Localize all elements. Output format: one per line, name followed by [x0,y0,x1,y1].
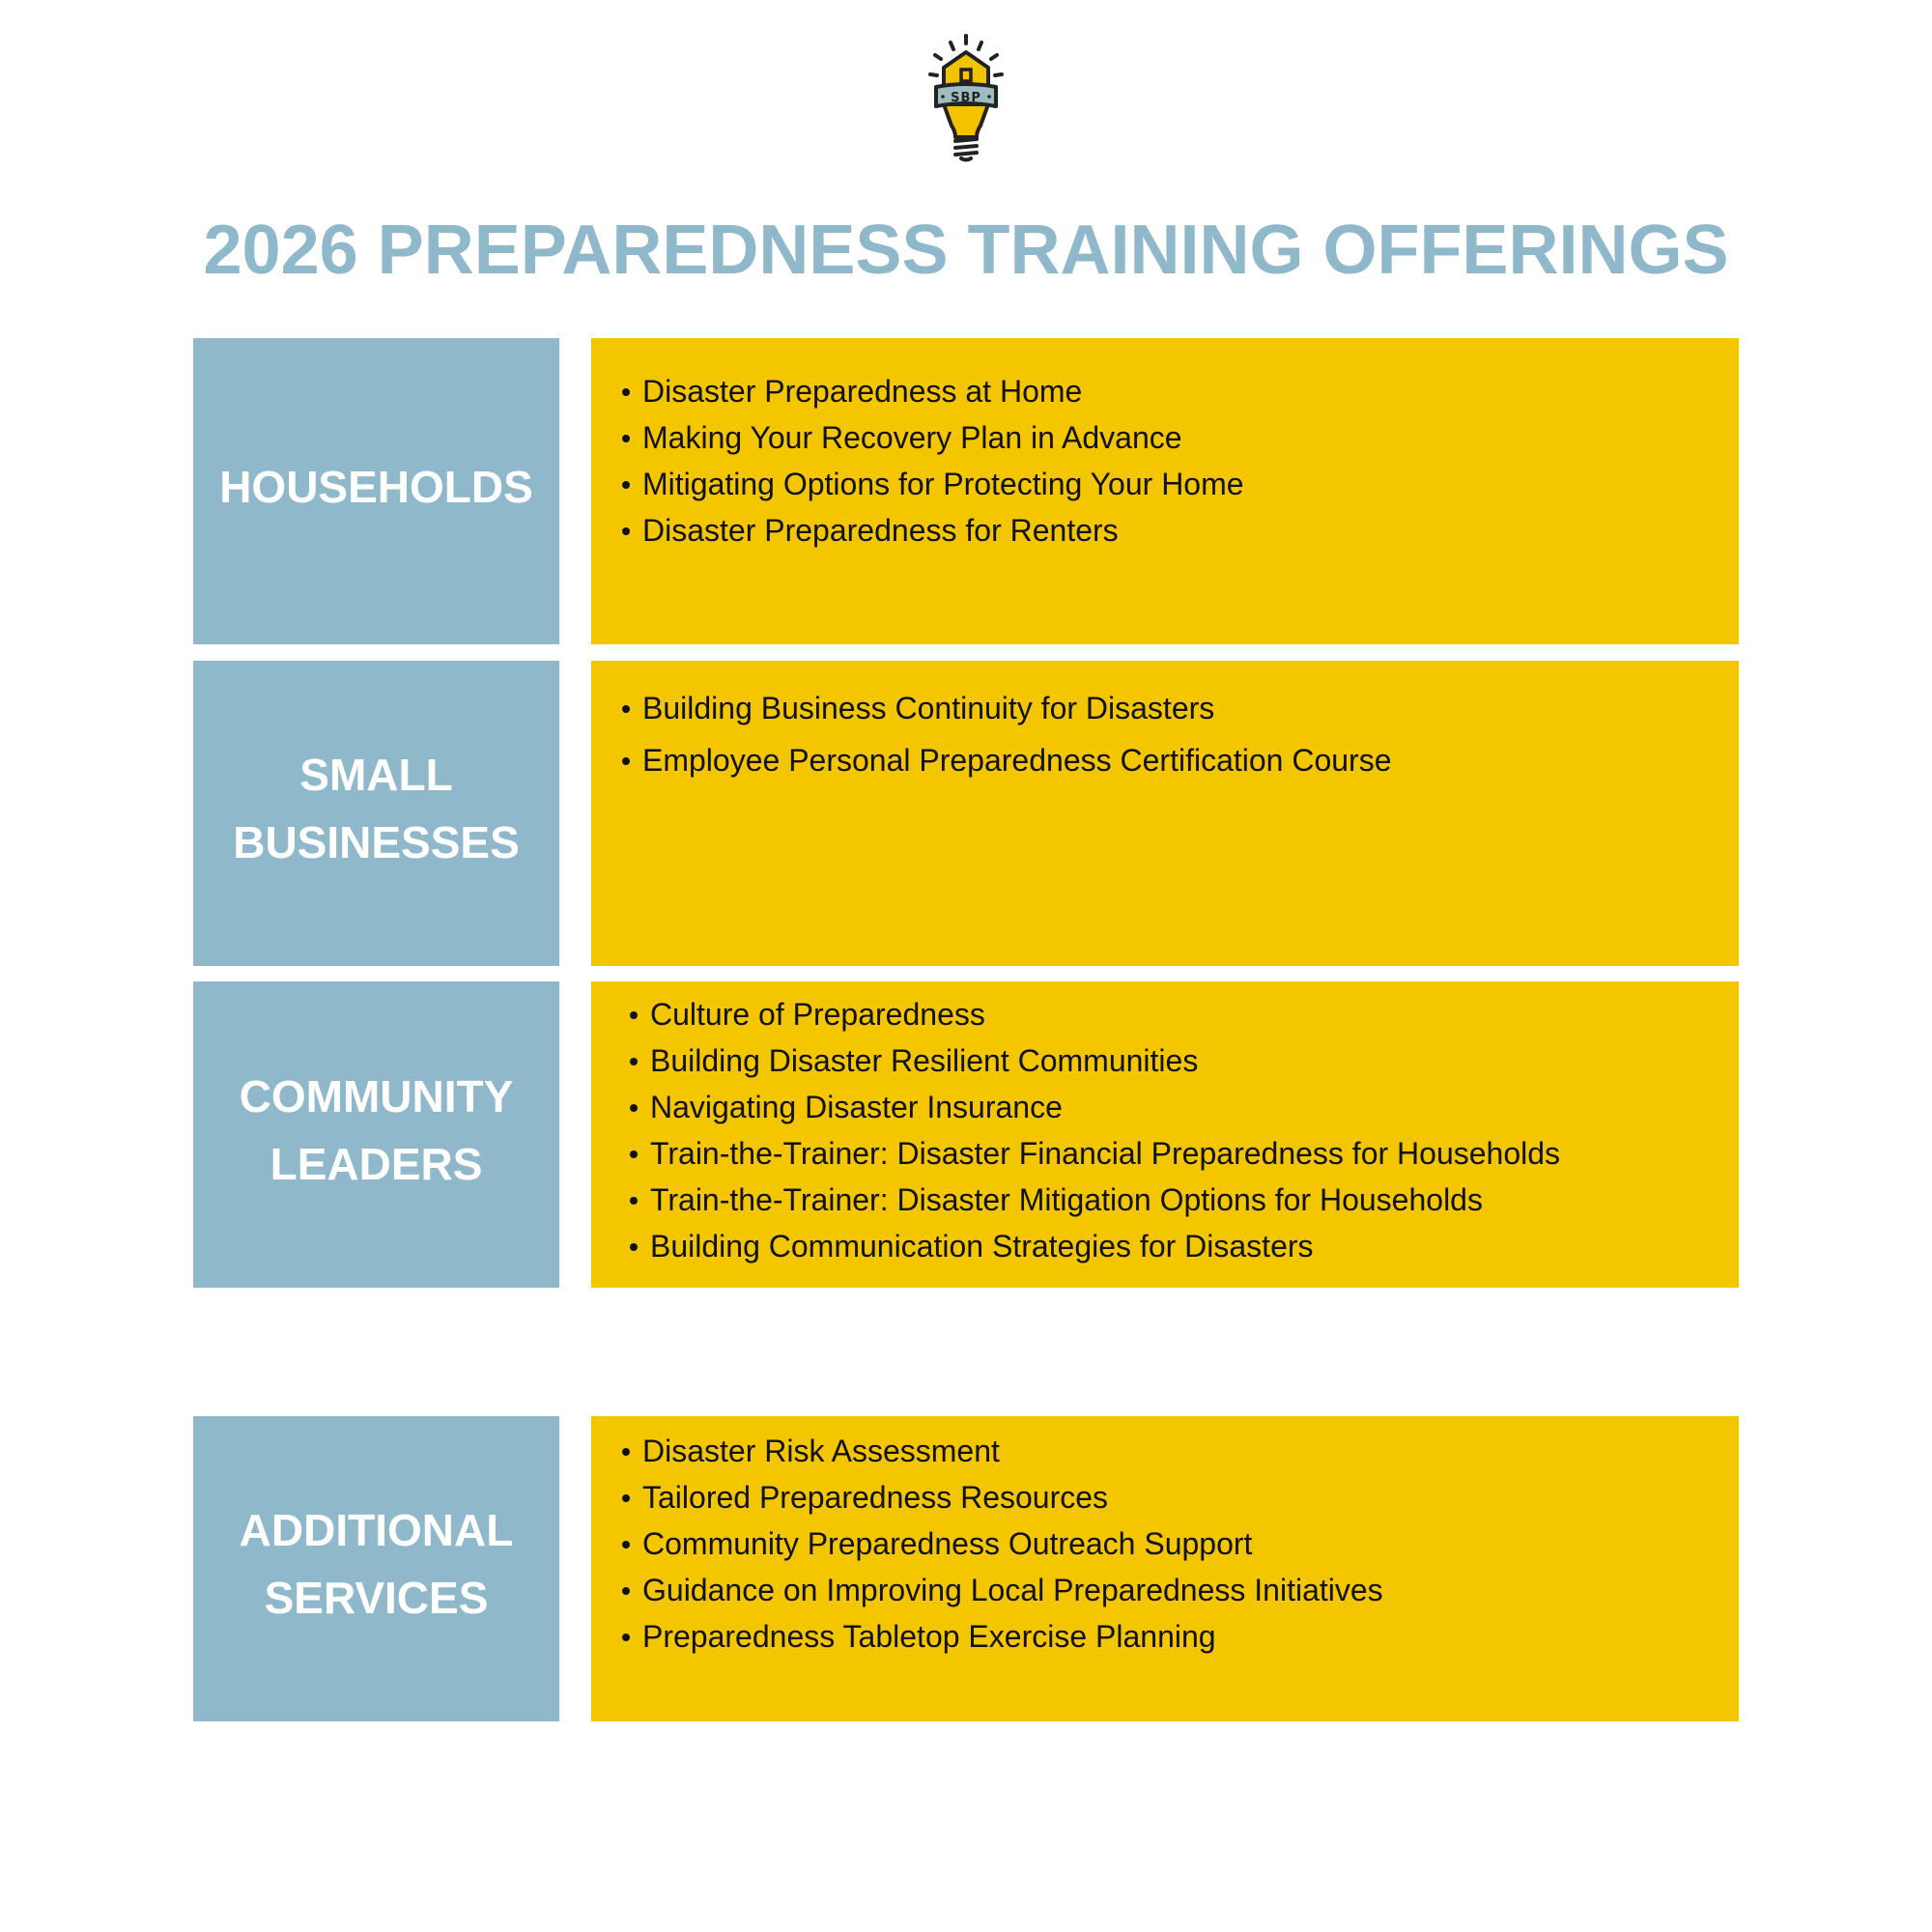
list-item: Mitigating Options for Protecting Your Home [626,461,1739,507]
section-content-box [591,1416,1739,1721]
list-item: Building Disaster Resilient Communities [634,1037,1739,1084]
list-item: Building Business Continuity for Disasters [626,682,1739,734]
section-label: COMMUNITY [239,1070,514,1122]
page-title: 2026 PREPAREDNESS TRAINING OFFERINGS [203,212,1729,289]
bullet-icon [622,527,630,535]
section-label-box [193,661,559,966]
list-item: Guidance on Improving Local Preparedness Initiatives [626,1567,1739,1613]
bullet-icon [630,1243,638,1251]
bullet-icon [622,1587,630,1595]
section-label-box [193,338,559,644]
bullet-icon [630,1197,638,1205]
svg-text:SBP: SBP [951,91,981,105]
bullet-icon [630,1011,638,1019]
section-label: SERVICES [264,1573,489,1623]
bullet-icon [622,1541,630,1548]
lightbulb-house-icon [923,33,1009,162]
bullet-icon [630,1104,638,1112]
list-item: Disaster Risk Assessment [626,1428,1739,1474]
list-item: Tailored Preparedness Resources [626,1474,1739,1520]
bullet-icon [622,1634,630,1641]
section-label: ADDITIONAL [239,1505,514,1555]
section-community-leaders [193,981,1739,1288]
list-item: Train-the-Trainer: Disaster Financial Preparedness for Households [634,1130,1739,1177]
list-item: Community Preparedness Outreach Support [626,1520,1739,1567]
section-additional-services [193,1416,1739,1721]
bullet-icon [622,435,630,442]
bullet-icon [622,1448,630,1456]
list-item: Navigating Disaster Insurance [634,1084,1739,1130]
section-label: LEADERS [270,1138,483,1189]
bullet-icon [630,1151,638,1158]
bullet-icon [630,1058,638,1065]
offering-list [626,368,1739,554]
list-item: Preparedness Tabletop Exercise Planning [626,1613,1739,1660]
sbp-logo [923,33,1009,162]
bullet-icon [622,1494,630,1502]
section-label-box [193,981,559,1288]
list-item: Culture of Preparedness [634,991,1739,1037]
offering-list [626,682,1739,786]
section-small-businesses [193,661,1739,966]
section-content-box [591,981,1739,1288]
list-item: Disaster Preparedness for Renters [626,507,1739,554]
offering-list [634,991,1739,1269]
section-content-box [591,338,1739,644]
list-item: Train-the-Trainer: Disaster Mitigation Options for Households [634,1177,1739,1223]
section-label-box [193,1416,559,1721]
section-label: BUSINESSES [233,817,520,867]
bullet-icon [622,757,630,765]
section-label: HOUSEHOLDS [219,461,533,512]
section-households [193,338,1739,644]
list-item: Disaster Preparedness at Home [626,368,1739,414]
bullet-icon [622,481,630,489]
list-item: Making Your Recovery Plan in Advance [626,414,1739,461]
section-content-box [591,661,1739,966]
bullet-icon [622,388,630,396]
offering-list [626,1428,1739,1660]
bullet-icon [622,705,630,713]
list-item: Building Communication Strategies for Disasters [634,1223,1739,1269]
section-label: SMALL [299,750,453,800]
list-item: Employee Personal Preparedness Certification Course [626,734,1739,786]
